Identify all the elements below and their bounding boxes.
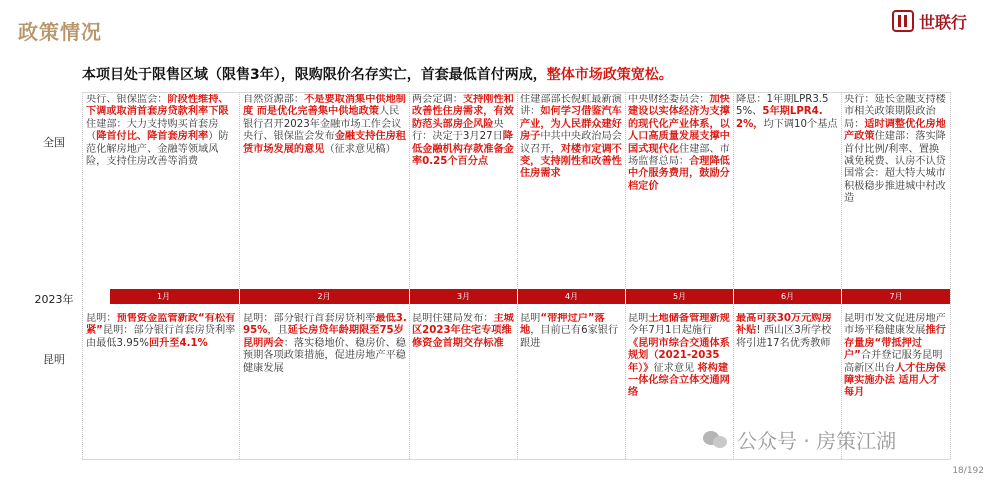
policy-highlight-text: 金融支持住房租赁市场发展的意见 (243, 131, 406, 155)
brand-logo (892, 10, 974, 34)
national-policy-cell (844, 94, 948, 287)
policy-text: 中央财经委员会： (628, 94, 710, 105)
grid-divider (409, 92, 410, 459)
policy-highlight-text: 主城区2023年住宅专项维修资金首期交存标准 (412, 313, 514, 349)
grid-divider (950, 92, 951, 459)
policy-highlight-text: 对楼市定调不变，支持刚性和改善性住房需求 (520, 143, 622, 180)
month-label: 1月 (156, 292, 171, 301)
policy-highlight-text: 最低3.95% (243, 313, 407, 337)
policy-highlight-text: 土地储备管理新规 (648, 313, 730, 324)
row-label-national: 全国 (43, 136, 65, 149)
policy-text: 合并登记服务昆明高新区出台 (844, 350, 943, 374)
policy-text: 昆明住建局发布： (412, 313, 494, 324)
month-label: 4月 (564, 292, 579, 301)
policy-text: 央行：决定于3月27日 (412, 118, 504, 143)
wechat-icon (703, 429, 729, 451)
policy-highlight-text: 最高可获30万元购房补贴 (736, 313, 832, 337)
policy-text: （征求意见稿） (324, 143, 396, 155)
row-label-year: 2023年 (34, 293, 74, 306)
policy-text: 人民银行召开2023年金融市场工作会议央行、银保监会发布 (243, 106, 402, 143)
month-label: 2月 (317, 292, 331, 301)
page-title: 政策情况 (18, 20, 102, 44)
policy-text: 央行：延长金融支持楼市相关政策期限政治局： (844, 94, 946, 130)
policy-text: ：落实稳地价、稳房价、稳预期各项政策措施，促进房地产平稳健康发展 (243, 337, 406, 374)
policy-text: 昆明： (86, 313, 117, 324)
grid-divider (239, 92, 240, 459)
month-label: 7月 (889, 292, 903, 301)
grid-bottom-line (82, 459, 950, 460)
policy-highlight-text: 回升至4.1% (148, 337, 208, 349)
brand-mark-icon (892, 10, 914, 32)
policy-text: 昆明 (520, 313, 541, 324)
policy-highlight-text: 5年期LPR4.2%， (736, 106, 823, 130)
policy-text: 两会定调： (412, 94, 463, 105)
headline-text: 本项目处于限售区域（限售3年），限购限价名存实亡，首套最低首付两成， (82, 67, 547, 83)
policy-text: 昆明：部分银行首套房贷利率由最低3.95% (86, 325, 236, 349)
policy-text: 住建部：落实降首付比例/利率、置换减免税费、认房不认贷国常会：超大特大城市积极稳步推进城中村改造 (844, 131, 946, 205)
local-policy-cell (520, 313, 623, 457)
month-timeline-bar (110, 289, 950, 304)
policy-text: 昆明市发文促进房地产市场平稳健康发展 (844, 313, 946, 337)
policy-text: 中共中央政治局会议召开， (520, 131, 622, 155)
watermark (703, 425, 896, 454)
policy-text: 住建部部长倪虹最新演讲： (520, 94, 622, 118)
policy-text: ，目前已有6家银行跟进 (520, 325, 619, 349)
policy-text: 昆明：部分银行首套房贷利率 (243, 313, 376, 324)
month-label: 5月 (672, 292, 687, 301)
national-policy-cell (736, 94, 839, 287)
policy-text: ，且 (267, 325, 288, 337)
policy-highlight-text: 如何学习借鉴汽车产业，为人民群众建好房子 (520, 106, 622, 143)
policy-text: ! 西山区3所学校将引进17名优秀教师 (736, 325, 832, 349)
month-label: 3月 (456, 292, 471, 301)
grid-divider (841, 92, 842, 459)
policy-highlight-text: 推行存量房“带抵押过户” (844, 325, 946, 362)
policy-highlight-text: 昆明两会 (243, 337, 284, 349)
policy-highlight-text: 预售资金监管新政“有松有紧” (86, 313, 236, 337)
policy-text: 昆明 (628, 313, 649, 324)
brand-name: 世联行 (919, 13, 968, 32)
policy-text: 住建部、市场监督总局： (628, 143, 730, 168)
policy-text: 降息：1年期LPR3.55%、 (736, 94, 829, 118)
grid-divider (625, 92, 626, 459)
local-policy-cell (86, 313, 236, 457)
national-policy-cell (243, 94, 407, 287)
policy-highlight-text: 降首付比、降首套房利率 (96, 131, 209, 143)
policy-highlight-text: 降低金融机构存款准备金率0.25个百分点 (412, 131, 514, 168)
local-policy-cell (243, 313, 407, 457)
policy-highlight-text: 将构建一体化综合立体交通网络 (628, 362, 730, 399)
grid-top-line (82, 92, 950, 93)
policy-text: 征求意见 (653, 362, 698, 374)
policy-highlight-text: 加快建设以实体经济为支撑的现代化产业体系，以人口高质量发展支撑中国式现代化 (628, 94, 730, 155)
policy-highlight-text: 《昆明市综合交通体系规划（2021-2035年）》 (628, 337, 730, 374)
policy-highlight-text: 适时调整优化房地产政策 (844, 118, 946, 143)
grid-divider (517, 92, 518, 459)
policy-text: 均下调10个基点 (763, 118, 838, 130)
national-policy-cell (86, 94, 236, 287)
policy-highlight-text: “带押过户”落地 (520, 313, 605, 337)
policy-highlight-text: 支持刚性和改善性住房需求，有效防范头部房企风险 (412, 94, 514, 130)
policy-text: 住建部：大力支持购买首套房（ (86, 118, 219, 143)
national-policy-cell (520, 94, 623, 287)
policy-highlight-text: 延长房贷年龄期限至75岁 (287, 325, 404, 337)
grid-divider (82, 92, 83, 459)
policy-text: 自然资源部： (243, 94, 305, 105)
national-policy-cell (412, 94, 515, 287)
policy-text: 央行、银保监会： (86, 94, 168, 105)
page-number: 18/192 (952, 466, 984, 476)
headline (82, 64, 673, 84)
policy-text: ）防范化解房地产、金融等领域风险，支持住房改善等消费 (86, 131, 229, 168)
row-label-local: 昆明 (43, 353, 65, 366)
local-policy-cell (412, 313, 515, 457)
policy-highlight-text: 人才住房保障实施办法 适用人才每月 (844, 362, 946, 399)
policy-highlight-text: 不是要取消集中供地制度 而是优化完善集中供地政策 (243, 94, 406, 118)
month-label: 6月 (780, 292, 795, 301)
policy-highlight-text: 合理降低中介服务费用，鼓励分档定价 (628, 156, 730, 192)
policy-highlight-text: 阶段性维持、下调或取消首套房贷款利率下限 (86, 94, 229, 118)
policy-text: 今年7月1日起施行 (628, 325, 713, 337)
national-policy-cell (628, 94, 731, 287)
watermark-text: 公众号 · 房策江湖 (737, 429, 897, 453)
grid-divider (733, 92, 734, 459)
headline-highlight: 整体市场政策宽松。 (546, 67, 673, 83)
